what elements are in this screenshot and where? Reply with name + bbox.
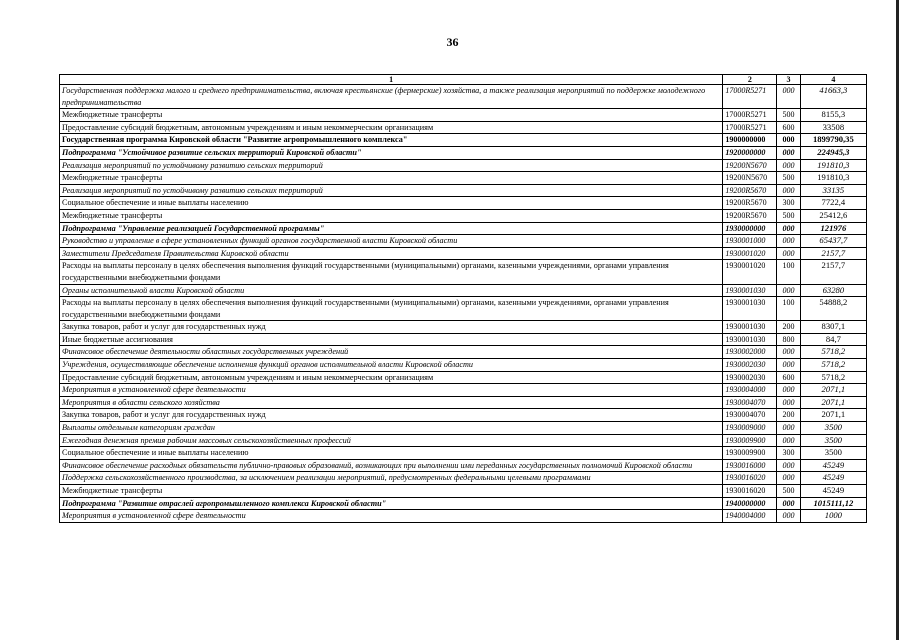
row-name-cell: Подпрограмма "Развитие отраслей агропромышленного комплекса Кировской области" — [60, 497, 723, 510]
row-sum-cell: 121976 — [800, 222, 866, 235]
row-name-cell: Межбюджетные трансферты — [60, 109, 723, 122]
row-sum-cell: 8307,1 — [800, 321, 866, 334]
row-code-cell: 1900000000 — [723, 134, 777, 147]
row-code-cell: 1940004000 — [723, 510, 777, 523]
row-name-cell: Предоставление субсидий бюджетным, автономным учреждениям и иным некоммерческим организациям — [60, 371, 723, 384]
table-row — [60, 146, 867, 159]
row-type-cell: 500 — [777, 172, 800, 185]
row-name-cell: Органы исполнительной власти Кировской области — [60, 284, 723, 297]
row-sum-cell: 3500 — [800, 447, 866, 460]
row-name-cell: Мероприятия в установленной сфере деятельности — [60, 510, 723, 523]
row-code-cell: 1930009900 — [723, 434, 777, 447]
row-type-cell: 300 — [777, 447, 800, 460]
row-type-cell: 500 — [777, 109, 800, 122]
table-header-row — [60, 75, 867, 85]
table-row — [60, 184, 867, 197]
row-name-cell: Подпрограмма "Устойчивое развитие сельских территорий Кировской области" — [60, 146, 723, 159]
table-row — [60, 472, 867, 485]
row-name-cell: Социальное обеспечение и иные выплаты населению — [60, 447, 723, 460]
row-type-cell: 000 — [777, 247, 800, 260]
row-type-cell: 600 — [777, 121, 800, 134]
row-name-cell: Заместители Председателя Правительства Кировской области — [60, 247, 723, 260]
table-row — [60, 260, 867, 284]
row-code-cell: 1930001000 — [723, 235, 777, 248]
row-name-cell: Межбюджетные трансферты — [60, 209, 723, 222]
row-name-cell: Расходы на выплаты персоналу в целях обеспечения выполнения функций государственными (муниципальными) органами, казенными учреждениями, органами управления государственными внебюджетными фондами — [60, 260, 723, 284]
table-row — [60, 222, 867, 235]
row-type-cell: 600 — [777, 371, 800, 384]
table-row — [60, 284, 867, 297]
row-sum-cell: 2071,1 — [800, 384, 866, 397]
table-row — [60, 485, 867, 498]
row-sum-cell: 33508 — [800, 121, 866, 134]
row-type-cell: 000 — [777, 384, 800, 397]
row-code-cell: 19200R5670 — [723, 184, 777, 197]
row-code-cell: 1930001030 — [723, 284, 777, 297]
row-sum-cell: 2071,1 — [800, 409, 866, 422]
row-code-cell: 1930004000 — [723, 384, 777, 397]
row-sum-cell: 41663,3 — [800, 85, 866, 109]
row-code-cell: 1930016000 — [723, 459, 777, 472]
page-number: 36 — [446, 35, 459, 49]
row-sum-cell: 1000 — [800, 510, 866, 523]
row-name-cell: Государственная поддержка малого и среднего предпринимательства, включая крестьянские (фермерские) хозяйства, а также реализация мероприятий по поддержке молодежного предпринимательства — [60, 85, 723, 109]
row-sum-cell: 191810,3 — [800, 159, 866, 172]
table-row — [60, 333, 867, 346]
row-name-cell: Реализация мероприятий по устойчивому развитию сельских территорий — [60, 159, 723, 172]
table-row — [60, 510, 867, 523]
row-type-cell: 800 — [777, 333, 800, 346]
row-name-cell: Межбюджетные трансферты — [60, 172, 723, 185]
row-code-cell: 1930001020 — [723, 260, 777, 284]
table-row — [60, 297, 867, 321]
row-type-cell: 500 — [777, 209, 800, 222]
table-row — [60, 422, 867, 435]
row-sum-cell: 5718,2 — [800, 371, 866, 384]
row-name-cell: Расходы на выплаты персоналу в целях обеспечения выполнения функций государственными (муниципальными) органами, казенными учреждениями, органами управления государственными внебюджетными фондами — [60, 297, 723, 321]
row-type-cell: 000 — [777, 472, 800, 485]
row-code-cell: 1940000000 — [723, 497, 777, 510]
row-sum-cell: 3500 — [800, 422, 866, 435]
scan-edge-bar — [896, 0, 899, 640]
table-row — [60, 209, 867, 222]
row-name-cell: Межбюджетные трансферты — [60, 485, 723, 498]
row-sum-cell: 2071,1 — [800, 396, 866, 409]
row-code-cell: 1930009000 — [723, 422, 777, 435]
table-row — [60, 247, 867, 260]
row-code-cell: 1930002030 — [723, 359, 777, 372]
row-code-cell: 19200R5670 — [723, 209, 777, 222]
table-row — [60, 172, 867, 185]
row-sum-cell: 45249 — [800, 459, 866, 472]
row-type-cell: 000 — [777, 85, 800, 109]
table-row — [60, 396, 867, 409]
row-type-cell: 100 — [777, 260, 800, 284]
row-code-cell: 1930016020 — [723, 485, 777, 498]
row-name-cell: Руководство и управление в сфере установленных функций органов государственной власти Кировской области — [60, 235, 723, 248]
row-type-cell: 000 — [777, 459, 800, 472]
row-sum-cell: 65437,7 — [800, 235, 866, 248]
row-type-cell: 000 — [777, 284, 800, 297]
row-sum-cell: 224945,3 — [800, 146, 866, 159]
header-col-4: 4 — [800, 75, 866, 85]
row-sum-cell: 84,7 — [800, 333, 866, 346]
row-sum-cell: 1015111,12 — [800, 497, 866, 510]
row-sum-cell: 3500 — [800, 434, 866, 447]
row-type-cell: 200 — [777, 321, 800, 334]
table-row — [60, 197, 867, 210]
row-name-cell: Закупка товаров, работ и услуг для государственных нужд — [60, 321, 723, 334]
row-name-cell: Социальное обеспечение и иные выплаты населению — [60, 197, 723, 210]
row-sum-cell: 63280 — [800, 284, 866, 297]
row-name-cell: Выплаты отдельным категориям граждан — [60, 422, 723, 435]
row-type-cell: 000 — [777, 159, 800, 172]
row-sum-cell: 1899790,35 — [800, 134, 866, 147]
row-sum-cell: 2157,7 — [800, 247, 866, 260]
row-name-cell: Учреждения, осуществляющие обеспечение исполнения функций органов исполнительной власти Кировской области — [60, 359, 723, 372]
table-row — [60, 371, 867, 384]
row-type-cell: 300 — [777, 197, 800, 210]
table-row — [60, 359, 867, 372]
row-name-cell: Предоставление субсидий бюджетным, автономным учреждениям и иным некоммерческим организациям — [60, 121, 723, 134]
header-col-2: 2 — [723, 75, 777, 85]
header-col-1: 1 — [60, 75, 723, 85]
table-row — [60, 409, 867, 422]
row-type-cell: 000 — [777, 497, 800, 510]
row-code-cell: 1930016020 — [723, 472, 777, 485]
row-name-cell: Реализация мероприятий по устойчивому развитию сельских территорий — [60, 184, 723, 197]
row-type-cell: 000 — [777, 396, 800, 409]
table-row — [60, 159, 867, 172]
row-code-cell: 1930009900 — [723, 447, 777, 460]
row-code-cell: 19200N5670 — [723, 159, 777, 172]
row-sum-cell: 54888,2 — [800, 297, 866, 321]
table-row — [60, 497, 867, 510]
row-code-cell: 17000R5271 — [723, 121, 777, 134]
row-name-cell: Закупка товаров, работ и услуг для государственных нужд — [60, 409, 723, 422]
table-row — [60, 121, 867, 134]
row-sum-cell: 45249 — [800, 472, 866, 485]
table-row — [60, 235, 867, 248]
table-row — [60, 459, 867, 472]
row-code-cell: 1930002030 — [723, 371, 777, 384]
row-code-cell: 1930000000 — [723, 222, 777, 235]
row-name-cell: Иные бюджетные ассигнования — [60, 333, 723, 346]
row-type-cell: 500 — [777, 485, 800, 498]
row-name-cell: Мероприятия в области сельского хозяйства — [60, 396, 723, 409]
header-col-3: 3 — [777, 75, 800, 85]
table-row — [60, 447, 867, 460]
row-code-cell: 1920000000 — [723, 146, 777, 159]
row-type-cell: 000 — [777, 146, 800, 159]
row-name-cell: Ежегодная денежная премия рабочим массовых сельскохозяйственных профессий — [60, 434, 723, 447]
row-code-cell: 17000R5271 — [723, 109, 777, 122]
budget-table — [59, 74, 867, 523]
row-sum-cell: 191810,3 — [800, 172, 866, 185]
table-row — [60, 85, 867, 109]
row-code-cell: 1930001020 — [723, 247, 777, 260]
row-sum-cell: 8155,3 — [800, 109, 866, 122]
row-code-cell: 1930001030 — [723, 321, 777, 334]
row-code-cell: 1930001030 — [723, 333, 777, 346]
row-name-cell: Поддержка сельскохозяйственного производства, за исключением реализации мероприятий, предусмотренных федеральными целевыми программами — [60, 472, 723, 485]
row-type-cell: 000 — [777, 434, 800, 447]
row-sum-cell: 7722,4 — [800, 197, 866, 210]
table-row — [60, 134, 867, 147]
row-type-cell: 000 — [777, 235, 800, 248]
row-sum-cell: 25412,6 — [800, 209, 866, 222]
row-type-cell: 000 — [777, 222, 800, 235]
table-row — [60, 346, 867, 359]
row-sum-cell: 45249 — [800, 485, 866, 498]
table-row — [60, 321, 867, 334]
row-code-cell: 1930001030 — [723, 297, 777, 321]
row-code-cell: 1930002000 — [723, 346, 777, 359]
table-row — [60, 384, 867, 397]
row-type-cell: 000 — [777, 346, 800, 359]
row-type-cell: 000 — [777, 359, 800, 372]
row-type-cell: 000 — [777, 422, 800, 435]
row-name-cell: Подпрограмма "Управление реализацией Государственной программы" — [60, 222, 723, 235]
row-type-cell: 000 — [777, 510, 800, 523]
row-type-cell: 000 — [777, 184, 800, 197]
row-code-cell: 1930004070 — [723, 409, 777, 422]
row-sum-cell: 5718,2 — [800, 346, 866, 359]
row-sum-cell: 2157,7 — [800, 260, 866, 284]
row-name-cell: Мероприятия в установленной сфере деятельности — [60, 384, 723, 397]
row-type-cell: 000 — [777, 134, 800, 147]
row-name-cell: Финансовое обеспечение расходных обязательств публично-правовых образований, возникающих при выполнении ими переданных государственных полномочий Кировской области — [60, 459, 723, 472]
row-sum-cell: 5718,2 — [800, 359, 866, 372]
row-name-cell: Государственная программа Кировской области "Развитие агропромышленного комплекса" — [60, 134, 723, 147]
table-row — [60, 109, 867, 122]
row-code-cell: 19200R5670 — [723, 197, 777, 210]
row-code-cell: 19200N5670 — [723, 172, 777, 185]
row-type-cell: 200 — [777, 409, 800, 422]
table-row — [60, 434, 867, 447]
row-code-cell: 17000R5271 — [723, 85, 777, 109]
row-type-cell: 100 — [777, 297, 800, 321]
row-code-cell: 1930004070 — [723, 396, 777, 409]
row-sum-cell: 33135 — [800, 184, 866, 197]
row-name-cell: Финансовое обеспечение деятельности областных государственных учреждений — [60, 346, 723, 359]
